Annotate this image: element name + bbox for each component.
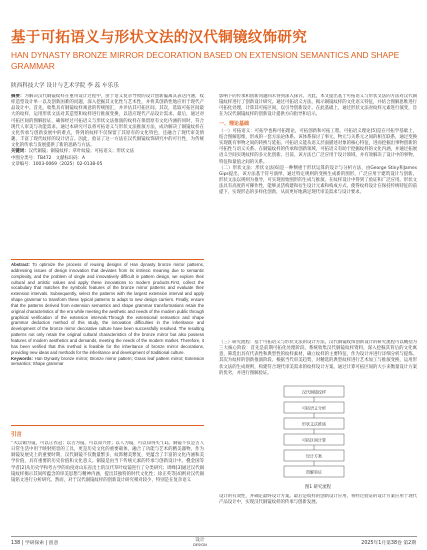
flow-node-6	[284, 466, 344, 477]
author-line: 陕西科技大学 设计与艺术学院 李 蕊 车乐乐	[11, 83, 119, 89]
flow-node-6-label: 图解验证	[306, 469, 322, 475]
keywords-en	[11, 356, 204, 368]
section-1-3-continued: 设计的有效性，并确定最终设计方案。最后是纹样的创新设计应用，将经过验证的设计方案应用于现代产品设计中，实现汉代铜镜纹样的传承与创新发展。	[219, 494, 417, 506]
flow-node-3	[284, 418, 344, 429]
intro-heading: 引言	[11, 432, 22, 438]
figure-caption: 图1 研究流程	[304, 485, 332, 490]
flow-node-4	[284, 434, 344, 445]
keywords-en-label: Keywords:	[11, 355, 33, 361]
journal-logo	[193, 538, 207, 548]
research-flow-diagram	[239, 384, 389, 480]
document-code: 文献标识码：A	[55, 155, 85, 161]
abstract-cn	[11, 94, 204, 149]
section-1-2: （二）形状文法：形状文法[6]是一种侧重于形状运算的设计与分析方法，由George Stiny和James Gips提出，该方法基于符号演绎，通过特定规则的变换生成新的图形，广泛应用于建筑设计与创新。形状文法以规则为推导，可实现原始图形的生成与推演，在纹样设计中得到了验证和广泛应用。形状文法具有高度的可操作性，能够灵活构建和衍生设计元素和构成方式，使得纹样设计在保持传统特征的前提下，实现形态的多样化创新，从而更好地满足现代审美需求与设计要求。	[219, 165, 417, 196]
section-1-3: （三）研究流程：基于可拓语义与形状文法的设计方法，汉代铜镜纹饰创新设计的研究流程可以概括为三大核心阶段：首先是前期可拓化处理阶段。系统收集汉代铜镜纹样资料，深入挖掘其背后的文化寓意，筛选出具有代表性和典型性的纹样素材，确立纹样的主要特征，作为设计并进行详细分析与提炼。其次为纹样的创新推演阶段。根据当代审美趋势，对精选的典型纹样进行艺术加工与推演变换，运用形状文法的生成规则，构建符合现代审美需求的纹样设计方案。通过计算可拓区间的大小来衡量设计方案的优劣，并进行图解验证。	[219, 340, 417, 376]
intro-body: “夫以铜为镜，可以正衣冠；以古为镜，可以知兴替；以人为镜，可以知得失”[1]。铜镜不仅是古人日常生活中用于映射照容的工具，更是历史文化的重要载体，融合了功能与艺术的精美器物。作为铜镜发展史上的重要时期，汉代铜镜不仅数量繁多，纹饰精美繁复，更蕴含了丰富的文化内涵和美学价值，具有重要的历史价值和文化意义。铜镜是由当下传统元素的传承与创新设计中。叠金国等学者[2]从历史学和考古学的角度对山东省出土的汉代草叶纹镜进行了分类研究；周峰[3]通过汉代铜镜纹样揭示其间所蕴含的审美思想与精神内涵，提出其独特的时代文化性；徐正英等[4]则对汉代铜镜铭文进行分析研究。然而，对于汉代铜镜纹样的创新设计研究相对较少，特别是在复杂语义	[11, 441, 204, 483]
journal-logo-cn: 设计	[195, 538, 205, 543]
intro-continued: 影响下的传承和创新问题尚未得到深入探讨。为此，本文提出基于可拓语义与形状文法的方法对汉代铜镜纹样进行了创新设计研究。通过可拓语义方法，揭示铜镜纹样的文化语义特征，并结合图解思维进行可拓化处理，计算其可拓区间，以引导创新设计。在此基础上，通过形状文法对纹样元素进行演变，旨在为汉代铜镜纹样的创新设计提供方向指导和启示。	[219, 94, 417, 118]
flow-node-5-label: 设计方案	[306, 453, 322, 459]
footer-issue: 2025年1月第38卷 第2期	[361, 541, 416, 546]
clc-number: 中图分类号：TB472	[11, 155, 52, 161]
keywords-text: 汉代铜镜；铜镜纹样；草叶纹镜；可拓语义；形状文法	[28, 149, 134, 155]
keywords-label: 关键词：	[11, 149, 29, 155]
section-1-1: （一）可拓语义：可拓学也称可拓理论，可拓创新和可拓工程。可拓语义理论[5]是在可拓学基础上，结合图解思维，形成的一套方法论体系。该体系探讨了事元、物元与关系元之间的相互联系，通过变换实现既有事物之间的转换与延拓，可拓语义能从语义层面描述对象的核心特征，进而挖掘出事物创新的可拓性与语义关系。在铜镜纹样的传承和创新领域，可拓语义有助于挖掘纹样的文化内涵，并通过拓展语义空间实现纹样的多元化创新。目前，该方法已广泛应用于设计领域，并有效解决了设计中的事物、特征和量值之间的关系。	[219, 128, 417, 165]
abstract-cn-block	[11, 94, 204, 256]
keywords-en-text: Han Dynasty bronze mirror; Bronze mirror pattern; Grass leaf pattern mirror; Extension semantics; Shape grammar	[11, 355, 204, 367]
flow-node-2	[284, 402, 344, 413]
abstract-en-text: To optimize the process of reusing designs of Han dynasty bronze mirror patterns, addressing issues of design innovation that deviates from its intrinsic meaning due to semantic complexity, and the problem of single and innovatively difficult in pattern design, we explore their cultural and artistic values and apply these innovations to modern products.First, collect the vocabulary that matches the symbolic features of the bronze mirror patterns and evaluate their extension intervals. Subsequently, select the patterns with the largest extension interval and apply shape grammar to transform these typical patterns to adapt to new design carriers. Finally, ensure that the patterns derived from extension semantics and shape grammar transformations retain the original characteristics of the era while meeting the aesthetic and needs of the modern public through graphical verification of the extension intervals.Through the extensional semantics and shape grammar deduction method of this study, the innovation difficulties in the inheritance and development of the bronze mirror decorative culture have been successfully resolved. The resulting patterns not only retain the original cultural characteristics of the bronze mirror but also possess features of modern aesthetics and demands, meeting the needs of the modern market. Therefore, it has been verified that this method is feasible for the inheritance of bronze mirror decorations, providing new ideas and methods for the inheritance and development of traditional culture.	[11, 262, 204, 355]
article-title-cn: 基于可拓语义与形状文法的汉代铜镜纹饰研究	[11, 30, 307, 46]
abstract-label: 摘要：	[11, 94, 25, 99]
flow-node-1	[284, 386, 344, 397]
flow-node-4-label: 可拓区间计算	[302, 437, 326, 443]
article-number: 文章编号：1003-0069（2025）02-0138-05	[11, 161, 103, 167]
flow-node-5	[284, 450, 344, 461]
right-column-top	[219, 94, 417, 334]
footer-page-info: 138 | 学研探索 | 创意	[11, 541, 59, 546]
article-title-en: HAN DYNASTY BRONZE MIRROR DECORATION BASED ON EXTENSION SEMANTICS AND SHAPE GRAMMAR	[11, 50, 400, 71]
flow-node-1-label: 汉代铜镜纹样	[302, 389, 326, 395]
footer-divider	[11, 536, 417, 537]
journal-logo-en: DESIGN	[193, 543, 207, 547]
abstract-text: 为解决汉代铜镜纹样在重用设计过程中，由于语义复杂导致的设计创新偏离其表达内涵，纹样造型设计单一以及创新困难的问题，深入挖掘其文化性与艺术性，并将其创新性地应用于现代产品设计中。首先，收集具有铜镜纹样寓意的传统图汇，并评估其可拓区间。其次，选取可拓区间最大的纹样，运用形状文法对其造型和纹样进行推演变换，以适应现代产品设计需求。最后，通过对可拓区间的图解验证，确保经过可拓语义与形状文法推演的纹样在保留原有文化内涵的同时，符合现代人审美与功能需求。通过本研究可以将可拓语义与形状文法推演方法，成功解决了铜镜纹样在文化传承与创新发展中的难点，得到的纹样不仅保留了其原有的文化特色，还融合了现代审美情趣，丰富了现代纹样的设计语言。因此，验证了这一方法在汉代铜镜纹饰研究中的可行性，为传统文化的传承与发展提供了新的思路与方法。	[11, 94, 204, 149]
abstract-en-block	[11, 262, 204, 422]
flow-node-2-label: 可拓语义分析	[302, 405, 326, 411]
section-1-heading: 一、理论基础	[219, 120, 250, 127]
abstract-en-label: Abstract:	[11, 262, 30, 267]
flow-node-3-label: 形状文法推演	[302, 421, 326, 427]
abstract-en	[11, 262, 204, 356]
